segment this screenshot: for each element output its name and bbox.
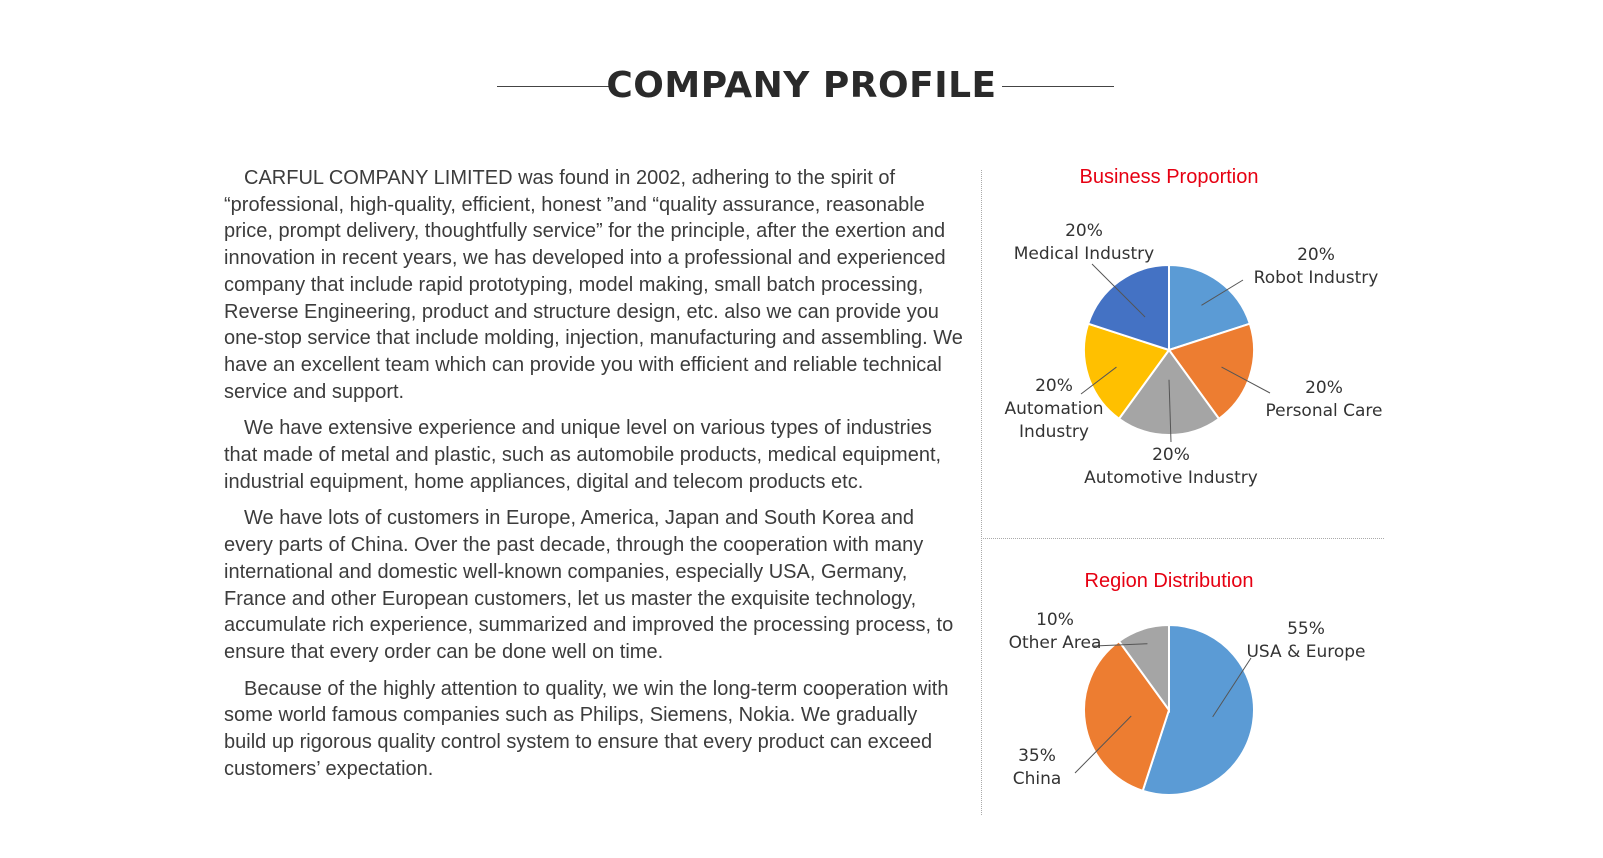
data-label-category: Other Area — [1008, 633, 1102, 653]
data-label-value: 20% — [1152, 445, 1190, 465]
data-label-category: USA & Europe — [1246, 642, 1366, 662]
data-label-category: China — [1012, 769, 1062, 789]
intro-paragraph: We have extensive experience and unique level on various types of industries that made of metal and plastic, such as automobile products, medical equipment, industrial equipment, home appliances, digital and telecom products etc. — [224, 417, 942, 493]
page-title: COMPANY PROFILE — [606, 65, 997, 106]
data-label-value: 20% — [1065, 221, 1103, 241]
data-label-value: 20% — [1305, 378, 1343, 398]
intro-paragraph: We have lots of customers in Europe, America, Japan and South Korea and every parts of China. Over the past decade, through the cooperation with many international and domestic well-known companies, especially USA, Germany, France and other European customers, let us master the exquisite technology, accumulate rich experience, summarized and improved the processing process, to ensure that every order can be done well on time. — [224, 507, 954, 663]
chart-title: Business Proportion — [1079, 166, 1259, 188]
title-rule-right — [1002, 86, 1114, 87]
data-label-category: Robot Industry — [1253, 268, 1379, 288]
data-label-category: Industry — [1019, 422, 1089, 442]
data-label-category: Automation — [1004, 399, 1104, 419]
data-label-category: Medical Industry — [1013, 244, 1155, 264]
data-label-value: 35% — [1018, 746, 1056, 766]
data-label-value: 10% — [1036, 610, 1074, 630]
intro-paragraph: CARFUL COMPANY LIMITED was found in 2002, adhering to the spirit of “professional, high-quality, efficient, honest ”and “quality assurance, reasonable price, prompt delivery, thoughtfully service” for the principle, after the exertion and innovation in recent years, we has developed into a professional and experienced company that include rapid prototyping, model making, small batch processing, Reverse Engineering, product and structure design, etc. also we can provide you one-stop service that include molding, injection, manufacturing and assembling. We have an excellent team which can provide you with efficient and reliable technical service and support. — [224, 167, 963, 403]
data-label-value: 20% — [1035, 376, 1073, 396]
data-label-value: 20% — [1297, 245, 1335, 265]
chart-divider — [981, 538, 1384, 539]
data-label-value: 55% — [1287, 619, 1325, 639]
company-intro — [224, 165, 964, 792]
data-label-category: Automotive Industry — [1084, 468, 1258, 488]
chart-title: Region Distribution — [1084, 570, 1254, 592]
region-distribution-chart — [981, 566, 1401, 858]
data-label-category: Personal Care — [1265, 401, 1383, 421]
intro-paragraph: Because of the highly attention to quality, we win the long-term cooperation with some world famous companies such as Philips, Siemens, Nokia. We gradually build up rigorous quality control system to ensure that every product can exceed customers’ expectation. — [224, 677, 949, 780]
business-proportion-chart — [981, 160, 1401, 510]
